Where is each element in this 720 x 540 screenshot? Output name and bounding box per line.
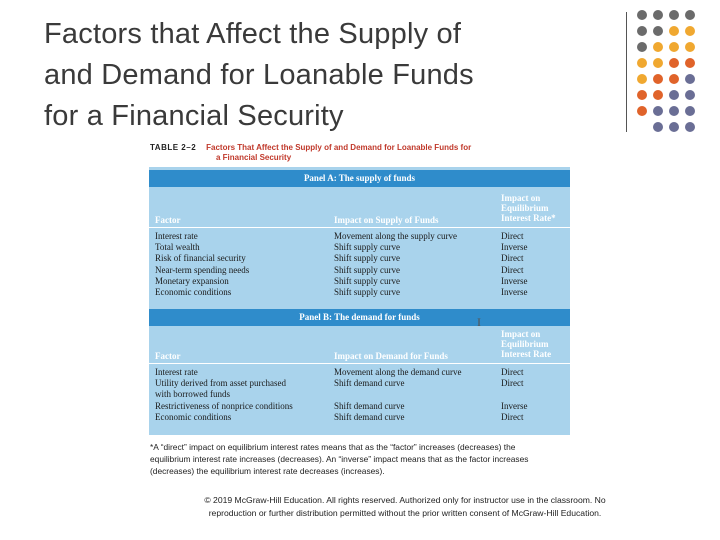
panel-a-col-rate-line-3: Interest Rate* xyxy=(501,213,556,223)
decorative-dot xyxy=(637,26,647,36)
panel-a-col-factor: Factor xyxy=(155,215,181,225)
panel-b-row-factor: Interest rate xyxy=(155,367,198,377)
decorative-dot xyxy=(669,106,679,116)
decorative-dot xyxy=(685,26,695,36)
decorative-dot xyxy=(669,90,679,100)
loanable-funds-table xyxy=(149,167,570,435)
panel-a-row-factor: Near-term spending needs xyxy=(155,264,250,275)
decorative-dot xyxy=(669,42,679,52)
decorative-dot xyxy=(653,10,663,20)
decorative-dot xyxy=(685,74,695,84)
panel-a-row-factor: Risk of financial security xyxy=(155,253,246,264)
panel-a-row-factor: Economic conditions xyxy=(155,287,232,297)
text-cursor-icon: I xyxy=(477,315,481,329)
copyright-line-1: © 2019 McGraw-Hill Education. All rights reserved. Authorized only for instructor use in the classroom. No xyxy=(204,495,606,505)
panel-a-divider xyxy=(149,227,570,228)
copyright-notice xyxy=(160,494,650,520)
panel-b-header: Panel B: The demand for funds xyxy=(149,309,570,326)
panel-b-col-impact: Impact on Demand for Funds xyxy=(334,351,448,361)
panel-a-row-impact: Shift supply curve xyxy=(334,264,400,275)
panel-a-row-impact: Shift supply curve xyxy=(334,253,400,264)
decorative-dot xyxy=(653,90,663,100)
panel-a-col-impact: Impact on Supply of Funds xyxy=(334,215,439,225)
decorative-dot xyxy=(685,42,695,52)
decorative-dot xyxy=(685,90,695,100)
panel-b-row-factor: with borrowed funds xyxy=(155,389,230,400)
decorative-dot xyxy=(685,106,695,116)
footnote-line-2: equilibrium interest rate increases (decreases). An “inverse” impact means that as the factor increases xyxy=(150,454,529,464)
title-divider-line xyxy=(626,12,627,132)
table-caption-line-2: a Financial Security xyxy=(216,153,292,162)
decorative-dot xyxy=(653,122,663,132)
panel-b-row-impact: Movement along the demand curve xyxy=(334,367,462,377)
panel-a-row-factor: Interest rate xyxy=(155,231,198,241)
panel-b-row-factor: Restrictiveness of nonprice conditions xyxy=(155,400,293,411)
decorative-dot xyxy=(653,106,663,116)
panel-a-col-rate-line-1: Impact on xyxy=(501,193,541,203)
panel-b-col-rate xyxy=(501,329,551,359)
footnote-line-1: *A “direct” impact on equilibrium interest rates means that as the “factor” increases (decreases) the xyxy=(150,442,516,452)
table-number: TABLE 2–2 xyxy=(150,143,197,152)
decorative-dot xyxy=(653,42,663,52)
table-footnote xyxy=(150,441,574,477)
panel-b-row-factor: Utility derived from asset purchased xyxy=(155,378,286,389)
panel-b-col-rate-line-1: Impact on xyxy=(501,329,541,339)
decorative-dot xyxy=(669,122,679,132)
panel-b-row-impact: Shift demand curve xyxy=(334,378,405,389)
panel-a-row-impact: Shift supply curve xyxy=(334,242,400,253)
decorative-dot xyxy=(669,74,679,84)
decorative-dot xyxy=(637,42,647,52)
panel-b-col-rate-line-2: Equilibrium xyxy=(501,339,549,349)
panel-a-col-rate-line-2: Equilibrium xyxy=(501,203,549,213)
decorative-dot xyxy=(653,26,663,36)
panel-b-row-rate: Direct xyxy=(501,411,524,422)
decorative-dot xyxy=(637,90,647,100)
title-line-3: for a Financial Security xyxy=(44,100,344,132)
footnote-line-3: (decreases) the equilibrium interest rate decreases (increases). xyxy=(150,466,385,476)
decorative-dot xyxy=(685,10,695,20)
panel-a-row-rate: Direct xyxy=(501,264,524,275)
decorative-dot xyxy=(637,58,647,68)
panel-b-row-factor: Economic conditions xyxy=(155,411,232,422)
decorative-dot xyxy=(685,58,695,68)
panel-a-row-factor: Total wealth xyxy=(155,242,200,253)
slide-title xyxy=(44,14,604,137)
panel-b-row-rate: Direct xyxy=(501,378,524,389)
decorative-dot xyxy=(669,10,679,20)
decorative-dot xyxy=(637,106,647,116)
decorative-dot xyxy=(637,74,647,84)
panel-a-row-impact: Shift supply curve xyxy=(334,287,400,297)
panel-a-row-impact: Movement along the supply curve xyxy=(334,231,457,241)
decorative-dot xyxy=(685,122,695,132)
panel-b-col-rate-line-3: Interest Rate xyxy=(501,349,552,359)
panel-a-row-rate: Direct xyxy=(501,253,524,264)
panel-a-row-factor: Monetary expansion xyxy=(155,275,229,286)
title-line-1: Factors that Affect the Supply of xyxy=(44,18,462,50)
decorative-dot xyxy=(653,58,663,68)
copyright-line-2: reproduction or further distribution permitted without the prior written consent of McGraw-Hill Education. xyxy=(208,508,602,518)
decorative-dot xyxy=(669,58,679,68)
table-caption xyxy=(150,143,570,163)
panel-a-row-impact: Shift supply curve xyxy=(334,275,400,286)
panel-a-row-rate: Inverse xyxy=(501,287,528,297)
panel-b-col-factor: Factor xyxy=(155,351,181,361)
panel-b-row-impact: Shift demand curve xyxy=(334,411,405,422)
panel-b-row-impact: Shift demand curve xyxy=(334,400,405,411)
panel-a-header: Panel A: The supply of funds xyxy=(149,170,570,187)
panel-a-row-rate: Inverse xyxy=(501,275,528,286)
decorative-dot xyxy=(653,74,663,84)
decorative-dot-grid xyxy=(637,10,717,130)
decorative-dot xyxy=(669,26,679,36)
decorative-dot xyxy=(637,10,647,20)
panel-a-col-rate xyxy=(501,193,556,223)
panel-b-row-rate: Inverse xyxy=(501,400,528,411)
panel-a-row-rate: Inverse xyxy=(501,242,528,253)
title-line-2: and Demand for Loanable Funds xyxy=(44,59,474,91)
panel-b-divider xyxy=(149,363,570,364)
panel-b-row-rate: Direct xyxy=(501,367,524,377)
panel-a-row-rate: Direct xyxy=(501,231,524,241)
table-caption-line-1: Factors That Affect the Supply of and Demand for Loanable Funds for xyxy=(206,143,472,152)
